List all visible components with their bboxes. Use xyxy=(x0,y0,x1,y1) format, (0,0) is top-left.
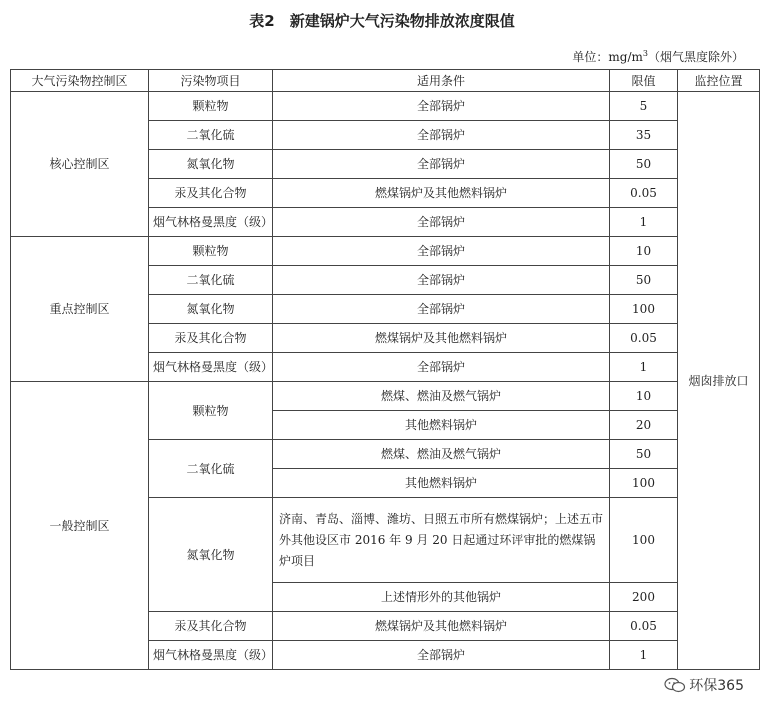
zone-general: 一般控制区 xyxy=(11,382,149,670)
unit-note xyxy=(572,48,744,65)
limit-cell: 100 xyxy=(610,469,678,498)
condition-cell: 全部锅炉 xyxy=(273,295,610,324)
watermark-text: 环保365 xyxy=(689,678,744,694)
limit-cell: 100 xyxy=(610,498,678,583)
limit-cell: 200 xyxy=(610,583,678,612)
pollutant-cell: 氮氧化物 xyxy=(149,150,273,179)
pollutant-cell: 汞及其化合物 xyxy=(149,612,273,641)
zone-core: 核心控制区 xyxy=(11,92,149,237)
unit-suffix: （烟气黑度除外） xyxy=(647,50,744,64)
condition-cell: 燃煤锅炉及其他燃料锅炉 xyxy=(273,612,610,641)
condition-cell: 燃煤锅炉及其他燃料锅炉 xyxy=(273,324,610,353)
condition-cell: 燃煤、燃油及燃气锅炉 xyxy=(273,382,610,411)
limit-cell: 10 xyxy=(610,237,678,266)
limit-cell: 20 xyxy=(610,411,678,440)
condition-cell: 其他燃料锅炉 xyxy=(273,411,610,440)
emission-limits-table xyxy=(10,69,760,670)
limit-cell: 0.05 xyxy=(610,612,678,641)
condition-cell: 其他燃料锅炉 xyxy=(273,469,610,498)
condition-cell: 全部锅炉 xyxy=(273,208,610,237)
limit-cell: 5 xyxy=(610,92,678,121)
pollutant-cell: 二氧化硫 xyxy=(149,266,273,295)
limit-cell: 0.05 xyxy=(610,179,678,208)
pollutant-cell: 颗粒物 xyxy=(149,92,273,121)
pollutant-cell: 颗粒物 xyxy=(149,382,273,440)
pollutant-cell: 烟气林格曼黑度（级） xyxy=(149,353,273,382)
condition-cell: 上述情形外的其他锅炉 xyxy=(273,583,610,612)
unit-prefix: 单位：mg/m xyxy=(572,50,643,64)
pollutant-cell: 烟气林格曼黑度（级） xyxy=(149,641,273,670)
condition-cell: 全部锅炉 xyxy=(273,641,610,670)
header-monitor: 监控位置 xyxy=(678,70,760,92)
condition-cell: 燃煤锅炉及其他燃料锅炉 xyxy=(273,179,610,208)
pollutant-cell: 汞及其化合物 xyxy=(149,324,273,353)
table-row xyxy=(11,237,760,266)
pollutant-cell: 颗粒物 xyxy=(149,237,273,266)
pollutant-cell: 汞及其化合物 xyxy=(149,179,273,208)
monitor-location: 烟囱排放口 xyxy=(678,92,760,670)
condition-cell: 燃煤、燃油及燃气锅炉 xyxy=(273,440,610,469)
limit-cell: 0.05 xyxy=(610,324,678,353)
condition-cell: 全部锅炉 xyxy=(273,237,610,266)
header-condition: 适用条件 xyxy=(273,70,610,92)
zone-key: 重点控制区 xyxy=(11,237,149,382)
limit-cell: 50 xyxy=(610,150,678,179)
header-zone: 大气污染物控制区 xyxy=(11,70,149,92)
table-row xyxy=(11,92,760,121)
pollutant-cell: 氮氧化物 xyxy=(149,498,273,612)
pollutant-cell: 氮氧化物 xyxy=(149,295,273,324)
limit-cell: 10 xyxy=(610,382,678,411)
header-limit: 限值 xyxy=(610,70,678,92)
header-pollutant: 污染物项目 xyxy=(149,70,273,92)
pollutant-cell: 烟气林格曼黑度（级） xyxy=(149,208,273,237)
unit-superscript: 3 xyxy=(642,49,648,58)
limit-cell: 50 xyxy=(610,266,678,295)
pollutant-cell: 二氧化硫 xyxy=(149,121,273,150)
limit-cell: 50 xyxy=(610,440,678,469)
condition-cell: 全部锅炉 xyxy=(273,92,610,121)
watermark xyxy=(662,675,746,695)
wechat-icon xyxy=(664,677,686,693)
limit-cell: 35 xyxy=(610,121,678,150)
condition-cell: 全部锅炉 xyxy=(273,121,610,150)
condition-cell: 全部锅炉 xyxy=(273,266,610,295)
condition-cell: 济南、青岛、淄博、潍坊、日照五市所有燃煤锅炉；上述五市外其他设区市 2016 年 9 月 20 日起通过环评审批的燃煤锅炉项目 xyxy=(273,498,610,583)
table-row xyxy=(11,382,760,411)
limit-cell: 1 xyxy=(610,208,678,237)
limit-cell: 1 xyxy=(610,353,678,382)
condition-cell: 全部锅炉 xyxy=(273,150,610,179)
limit-cell: 100 xyxy=(610,295,678,324)
condition-cell: 全部锅炉 xyxy=(273,353,610,382)
limit-cell: 1 xyxy=(610,641,678,670)
header-row xyxy=(11,70,760,92)
pollutant-cell: 二氧化硫 xyxy=(149,440,273,498)
table-title: 表2 新建锅炉大气污染物排放浓度限值 xyxy=(249,12,515,30)
